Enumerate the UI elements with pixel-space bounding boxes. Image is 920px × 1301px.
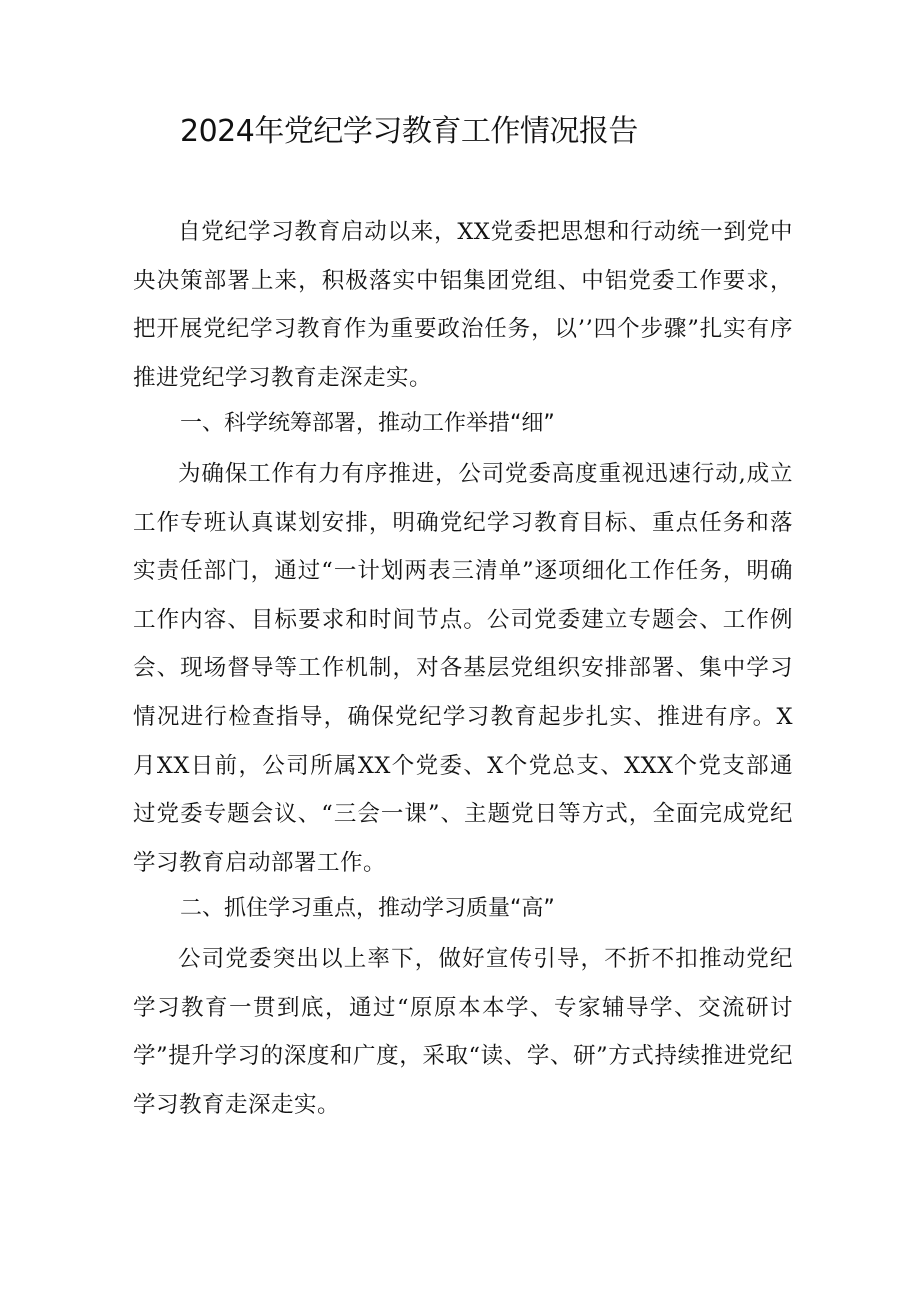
section-1-paragraph: 为确保工作有力有序推进，公司党委高度重视迅速行动,成立工作专班认真谋划安排，明确党纪学习教育目标、重点任务和落实责任部门，通过“一计划两表三清单”逐项细化工作任务，明确工作内容、目标要求和时间节点。公司党委建立专题会、工作例会、现场督导等工作机制，对各基层党组织安排部署、集中学习情况进行检查指导，确保党纪学习教育起步扎实、推进有序。X月XX日前，公司所属XX个党委、X个党总支、XXX个党支部通过党委专题会议、“三会一课”、主题党日等方式，全面完成党纪学习教育启动部署工作。: [133, 461, 793, 876]
section-2-heading: 二、抓住学习重点，推动学习质量“高”: [180, 896, 555, 921]
section-1-heading: 一、科学统筹部署，推动工作举措“细”: [180, 411, 555, 436]
intro-paragraph: 自党纪学习教育启动以来，XX党委把思想和行动统一到党中央决策部署上来，积极落实中铝集团党组、中铝党委工作要求，把开展党纪学习教育作为重要政治任务，以’’四个步骤”扎实有序推进党纪学习教育走深走实。: [133, 219, 793, 391]
section-2-paragraph: 公司党委突出以上率下，做好宣传引导，不折不扣推动党纪学习教育一贯到底，通过“原原本本学、专家辅导学、交流研讨学”提升学习的深度和广度，采取“读、学、研”方式持续推进党纪学习教育走深走实。: [133, 946, 793, 1118]
document-title: 2024年党纪学习教育工作情况报告: [180, 114, 638, 149]
